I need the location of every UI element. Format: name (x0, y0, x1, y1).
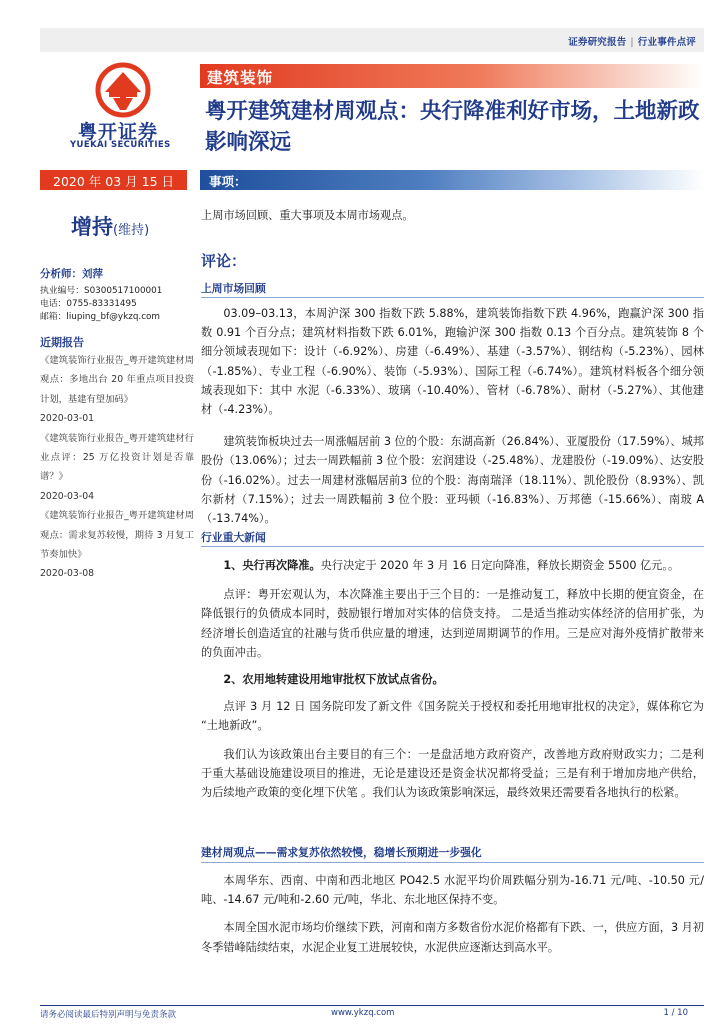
comment-heading: 评论： (201, 252, 247, 270)
report-type: 行业事件点评 (637, 37, 696, 48)
section-divider (201, 862, 704, 863)
recent-report-date: 2020-03-08 (40, 568, 95, 580)
news-1-title: 1、央行再次降准。 (223, 559, 321, 572)
industry-banner (200, 64, 704, 88)
market-review-body (201, 304, 704, 528)
market-review-paragraph-1: 03.09–03.13，本周沪深 300 指数下跌 5.88%，建筑装饰指数下跌 4.96%，跑赢沪深 300 指数 0.91 个百分点；建筑材料指数下跌 6.01%，跑输沪深 300 指数 0.13 个百分点。建筑装饰 8 个细分领域表现如下：设计（-6.92%）、房建（-6.49%）、基建（-3.57%）、钢结构（-5.23%）、园林（-1.85%）、专业工程（-6.90%）、装饰（-5.93%）、国际工程（-6.74%）。建筑材料板各个细分领域表现如下：其中 水泥（-6.33%）、玻璃（-10.40%）、管材（-6.78%）、耐材（-5.27%）、其他建材（-4.23%）。 (201, 307, 704, 417)
footer-website[interactable]: www.ykzq.com (331, 1008, 395, 1018)
event-bar (200, 170, 704, 190)
report-type-header (568, 34, 696, 48)
market-review-title: 上周市场回顾 (201, 282, 266, 295)
industry-news-body (201, 556, 704, 802)
weekly-view-paragraph-2: 本周全国水泥市场均价继续下跌，河南和南方多数省份水泥价格都有下跌、一，供应方面，3 月初冬季错峰陆续结束，水泥企业复工进展较快，水泥供应逐渐达到高水平。 (201, 921, 704, 954)
page-number: 1 / 10 (663, 1008, 688, 1018)
market-review-paragraph-2: 建筑装饰板块过去一周涨幅居前 3 位的个股：东湖高新（26.84%）、亚厦股份（17.59%）、城邦股份（13.06%）；过去一周跌幅前 3 位个股：宏润建设（-25.48%）、龙建股份（-19.09%）、达安股份（-16.02%）。过去一周建材涨幅居前3 位的个股：海南瑞泽（18.11%）、凯伦股份（8.93%）、凯尔新材（7.15%）；过去一周跌幅前 3 位个股：亚玛顿（-16.83%）、万邦德（-15.66%）、南玻 A（-13.74%）。 (201, 435, 704, 526)
report-date: 2020 年 03 月 15 日 (53, 174, 174, 189)
event-summary: 上周市场回顾、重大事项及本周市场观点。 (201, 209, 414, 222)
recent-report-date: 2020-03-04 (40, 490, 95, 502)
header-separator: | (630, 37, 634, 48)
analyst-phone: 电话：0755-83331495 (40, 299, 137, 309)
recent-report-date: 2020-03-01 (40, 413, 95, 425)
news-2-title: 2、农用地转建设用地审批权下放试点省份。 (223, 673, 444, 687)
recent-reports-list (40, 351, 194, 584)
weekly-view-title: 建材周观点——需求复苏依然较慢，稳增长预期进一步强化 (201, 846, 482, 859)
logo-name-cn: 粤开证券 (78, 121, 159, 143)
event-label: 事项： (209, 174, 247, 189)
weekly-view-paragraph-1: 本周华东、西南、中南和西北地区 PO42.5 水泥平均价周跌幅分别为-16.71 元/吨、-10.50 元/吨、-14.67 元/吨和-2.60 元/吨，华北、东北地区保持不变。 (201, 874, 704, 907)
news-2-view: 我们认为该政策出台主要目的有三个：一是盘活地方政府资产，改善地方政府财政实力；二是利于重大基础设施建设项目的推进，无论是建设还是资金状况都将受益；三是有利于增加房地产供给，为后续地产政策的变化埋下伏笔 。我们认为该政策影响深远，最终效果还需要看各地执行的松紧。 (201, 747, 704, 800)
news-2-comment: 点评 3 月 12 日 国务院印发了新文件《国务院关于授权和委托用地审批权的决定》，媒体称它为 “土地新政”。 (201, 700, 704, 733)
news-1 (201, 556, 704, 575)
rating (71, 211, 149, 241)
analyst-email[interactable]: 邮箱：liuping_bf@ykzq.com (40, 312, 161, 322)
recent-report-item[interactable]: 《建筑装饰行业报告_粤开建筑建材周观点：需求复苏较慢，期待 3 月复工节奏加快》 (40, 510, 194, 561)
footer-divider (40, 1005, 704, 1006)
rating-note: (维持) (113, 223, 150, 238)
industry-label: 建筑装饰 (207, 69, 274, 87)
recent-report-item[interactable]: 《建筑装饰行业报告_粤开建筑建材行业点评：25 万亿投资计划是否靠谱？》 (40, 432, 194, 483)
recent-reports-title: 近期报告 (40, 336, 84, 349)
yuekai-logo-icon (95, 62, 151, 118)
doc-type: 证券研究报告 (568, 37, 627, 48)
section-divider (201, 546, 704, 547)
recent-report-item[interactable]: 《建筑装饰行业报告_粤开建筑建材周观点：多地出台 20 年重点项目投资计划，基建有望加码》 (40, 355, 194, 405)
report-title: 粤开建筑建材周观点：央行降准利好市场，土地新政影响深远 (205, 99, 700, 155)
news-1-comment: 点评：粤开宏观认为，本次降准主要出于三个目的：一是推动复工，释放中长期的便宜资金，在降低银行的负债成本同时，鼓励银行增加对实体的信贷支持。 二是适当推动实体经济的信用扩张，为经济增长创造适宜的社融与货币供应量的增速，达到逆周期调节的作用。三是应对海外疫情扩散带来的负面冲击。 (201, 588, 704, 659)
rating-value: 增持 (71, 215, 113, 239)
footer-disclaimer[interactable]: 请务必阅读最后特别声明与免责条款 (40, 1010, 177, 1020)
industry-news-title: 行业重大新闻 (201, 531, 266, 544)
analyst-name: 分析师：刘萍 (40, 268, 103, 280)
section-divider (201, 297, 704, 298)
logo-name-en: YUEKAI SECURITIES (70, 140, 171, 150)
analyst-license: 执业编号：S0300517100001 (40, 286, 163, 296)
weekly-view-body (201, 871, 704, 957)
news-1-body: 央行决定于 2020 年 3 月 16 日定向降准，释放长期资金 5500 亿元。。 (320, 559, 680, 572)
